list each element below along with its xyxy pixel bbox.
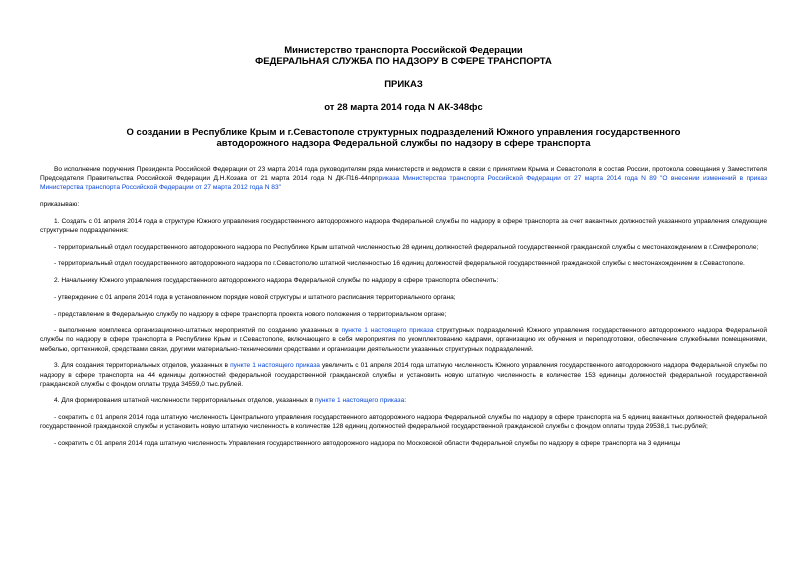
item-3-text-a: 3. Для создания территориальных отделов, указанных в [54,362,231,370]
paragraph-item-2-measures [40,326,767,354]
measures-text-b: структурных подразделений Южного управления государственного автодорожного надзора Федеральной службы по надзору в сфере транспорта в Республике Крым и г.Севастополе, включающего в себя мероприятия по укомплектованию кадрами, организацию их обучения и переподготовки, обеспечение служебными помещениями, мебелью, оргтехникой, средствами связи, другими материально-техническими средствами и организации деятельности указанных структурных подразделений. [40,327,768,353]
paragraph-item-4-central: - сократить с 01 апреля 2014 года штатную численность Центрального управления государственного автодорожного надзора Федеральной службы по надзору в сфере транспорта на 5 единиц вакантных должностей федеральной государственной гражданской службы и установить новую штатную численность в количестве 128 единиц должностей федеральной государственной гражданской службы с фондом оплаты труда 29538,1 тыс.рублей; [40,414,767,431]
item-3-text-b: увеличить с 01 апреля 2014 года штатную численность Южного управления государственного автодорожного надзора Федеральной службы по надзору в сфере транспорта на 44 единицы должностей федеральной государственной гражданской службы и установить новую штатную численность в количестве 153 единицы должностей федеральной государственной гражданской службы с фондом оплаты труда 34559,0 тыс.рублей. [40,362,767,388]
document-date-number: от 28 марта 2014 года N АК-348фс [324,102,483,113]
paragraph-item-1-sevastopol: - территориальный отдел государственного автодорожного надзора по г.Севастополю штатной численностью 16 единиц должностей федеральной государственной гражданской службы с местонахождением в г.Севастополе. [54,260,745,268]
paragraph-item-2-structure: - утверждение с 01 апреля 2014 года в установленном порядке новой структуры и штатного расписания территориального органа; [54,293,456,301]
item-4-text-b: : [404,397,407,405]
ministry-name: Министерство транспорта Российской Федерации [284,45,523,56]
link-order-89[interactable]: приказа Министерства транспорта Российской Федерации от 27 марта 2014 года N 89 "О внесении изменений в приказ Министерства транспорта Российской Федерации от 27 марта 2012 года N 83" [40,175,768,192]
paragraph-item-3 [40,361,767,389]
paragraph-item-4 [40,396,767,405]
paragraph-preamble [40,165,767,193]
link-item-1[interactable]: пункте 1 настоящего приказа [230,362,320,370]
preamble-text: Во исполнение поручения Президента Российской Федерации от 23 марта 2014 года руководителям ряда министерств и ведомств в связи с принятием Крыма и Севастополя в состав России, протокола совещания у Заместителя Председателя Правительства Российской Федерации Д.Н.Козака от 21 марта 2014 года N ДК-П16-44пр [40,166,767,183]
paragraph-item-2: 2. Начальнику Южного управления государственного автодорожного надзора Федеральной службы по надзору в сфере транспорта обеспечить: [54,277,499,285]
paragraph-order-word: приказываю: [40,201,80,209]
measures-text-a: - выполнение комплекса организационно-штатных мероприятий по созданию указанных в [54,327,342,335]
service-name: ФЕДЕРАЛЬНАЯ СЛУЖБА ПО НАДЗОРУ В СФЕРЕ ТРАНСПОРТА [255,56,552,67]
item-4-text-a: 4. Для формирования штатной численности территориальных отделов, указанных в [54,397,316,405]
link-item-1[interactable]: пункте 1 настоящего приказа [341,327,434,335]
document-title: О создании в Республике Крым и г.Севастополе структурных подразделений Южного управления государственного автодорожного надзора Федеральной службы по надзору в сфере транспорта [126,127,681,149]
paragraph-item-4-moscow: - сократить с 01 апреля 2014 года штатную численность Управления государственного автодорожного надзора по Московской области Федеральной службы по надзору в сфере транспорта на 3 единицы [54,440,681,448]
link-item-1[interactable]: пункте 1 настоящего приказа [315,397,405,405]
document-type: ПРИКАЗ [384,79,423,90]
paragraph-item-1: 1. Создать с 01 апреля 2014 года в структуре Южного управления государственного автодорожного надзора Федеральной службы по надзору в сфере транспорта за счет вакантных должностей указанного управления следующие структурные подразделения: [40,217,767,235]
paragraph-item-2-regulation: - представление в Федеральную службу по надзору в сфере транспорта проекта нового положения о территориальном органе; [54,310,447,318]
paragraph-item-1-crimea: - территориальный отдел государственного автодорожного надзора по Республике Крым штатной численностью 28 единиц должностей федеральной государственной гражданской службы с местонахождением в г.Симферополе; [54,243,759,251]
